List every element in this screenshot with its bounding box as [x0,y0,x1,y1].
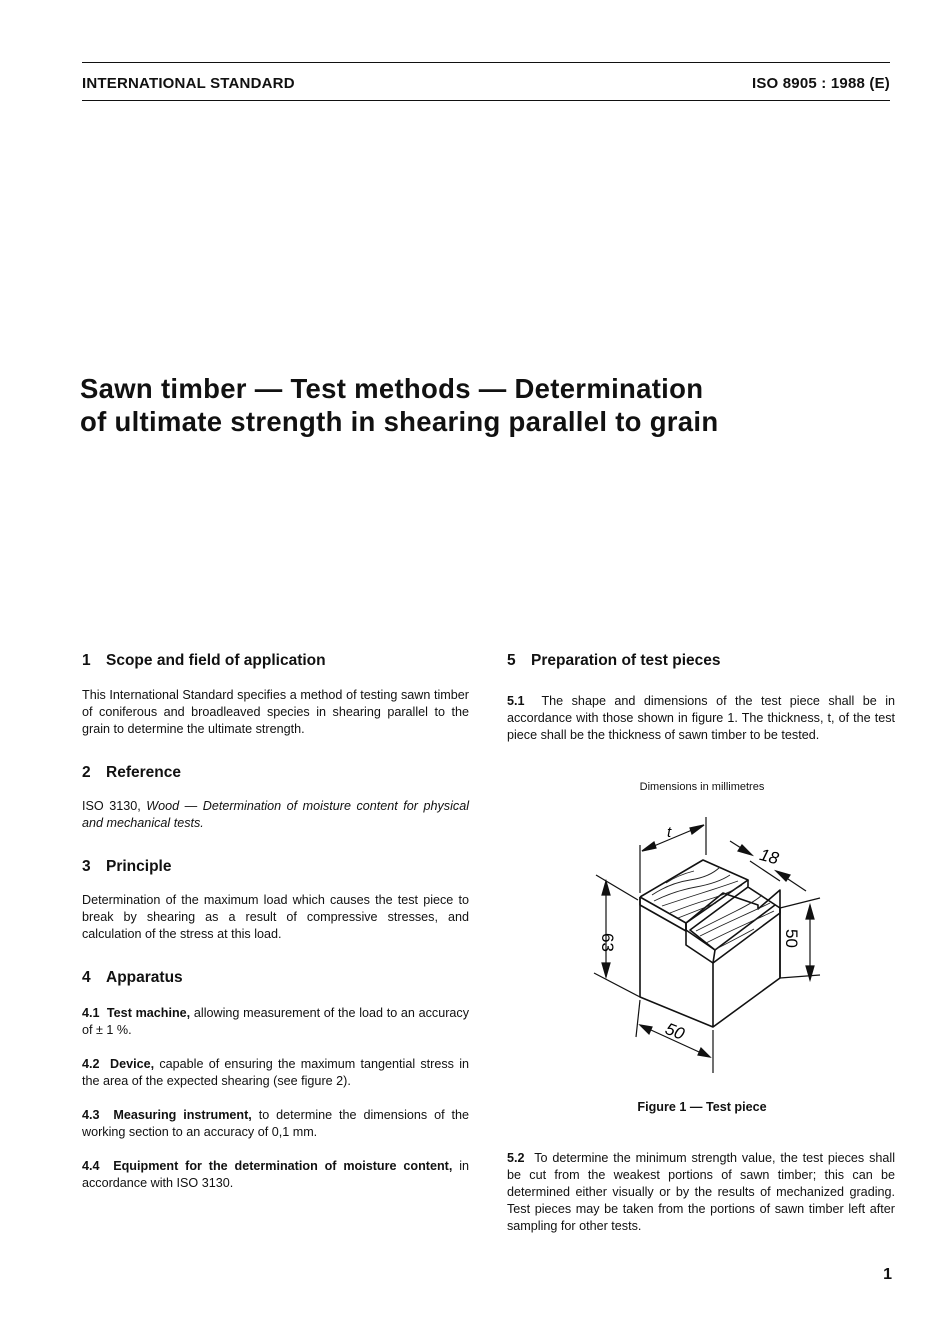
item-4-3-text: to determine the dimensions of the working section to an accuracy of 0,1 mm. [82,1108,469,1139]
section-1-heading [82,651,469,671]
dim-50-right-arrow-top [806,905,814,919]
title-line-2: of ultimate strength in shearing parallel to grain [80,406,719,437]
page-number: 1 [883,1266,892,1283]
item-4-4-text: in accordance with ISO 3130. [82,1159,469,1190]
dim-18-arrow-left [738,845,752,855]
dim-50-right-arrow-bottom [806,966,814,980]
header-document-id: ISO 8905 : 1988 (E) [751,75,890,92]
item-4-1-number: 4.1 [82,1006,100,1020]
section-4-title: Apparatus [106,969,183,986]
item-4-3 [82,1107,469,1141]
dim-63-label: 63 [598,933,617,952]
dim-50-right-extension-bottom [780,975,820,978]
title-line-1: Sawn timber — Test methods — Determination [80,373,704,404]
dim-63-extension-top [596,875,638,900]
paragraph-5-1-number: 5.1 [507,694,525,708]
paragraph-5-1-text: The shape and dimensions of the test piece shall be in accordance with those shown in figure 1. The thickness, t, of the test piece shall be the thickness of sawn timber to be tested. [507,694,896,742]
section-3-title: Principle [106,858,172,875]
dim-63-arrow-bottom [602,963,610,977]
item-4-1 [82,1005,469,1039]
dim-50-bottom-arrow-left [640,1025,652,1034]
section-1-number: 1 [82,652,91,669]
item-4-3-term: Measuring instrument, [113,1108,252,1122]
item-4-4 [82,1158,469,1192]
header-bottom-rule [82,100,890,101]
section-3-heading [82,857,469,877]
item-4-4-term: Equipment for the determination of moisture content, [113,1159,453,1173]
section-5-number: 5 [507,652,516,669]
section-5-heading [507,651,895,671]
item-4-1-text: allowing measurement of the load to an accuracy of ± 1 %. [82,1006,470,1037]
dim-50-bottom-label: 50 [662,1019,688,1044]
figure-dimensions-note: Dimensions in millimetres [639,781,765,793]
paragraph-5-1 [507,693,895,744]
section-3-body: Determination of the maximum load which causes the test piece to break by shearing as a result of compressive stresses, and calculation of the stress at this load. [82,893,469,941]
paragraph-5-2 [507,1150,895,1235]
dim-50-bottom-arrow-right [698,1048,710,1057]
paragraph-5-2-container [507,1150,895,1235]
item-4-2-number: 4.2 [82,1057,100,1071]
dim-18-label: 18 [757,845,781,869]
paragraph-5-2-text: To determine the minimum strength value, the test pieces shall be cut from the weakest portions of sawn timber; this can be determined either visually or by the results of mechanized grading. Test pieces may be taken from the portions of sawn timber left after sampling for other tests. [507,1151,895,1233]
item-4-4-number: 4.4 [82,1159,100,1173]
dim-50-right-label: 50 [782,929,801,948]
dim-50-bottom-extension-left [636,1000,640,1037]
header-standard-label: INTERNATIONAL STANDARD [82,75,295,92]
section-5-title: Preparation of test pieces [531,652,721,669]
paragraph-5-2-number: 5.2 [507,1151,525,1165]
item-4-2 [82,1056,469,1090]
item-4-2-term: Device, [110,1057,155,1071]
reference-id: ISO 3130, [82,799,141,813]
block-outline [640,890,780,1027]
section-4-heading [82,968,469,988]
header-top-rule [82,62,890,63]
section-2-title: Reference [106,764,181,781]
item-4-1-term: Test machine, [106,1006,191,1020]
item-4-2-text: capable of ensuring the maximum tangential stress in the area of the expected shearing (see figure 2). [82,1057,470,1088]
section-2-heading [82,763,469,783]
right-column [507,651,895,744]
left-column [82,651,469,1192]
figure-1-test-piece-drawing [570,805,840,1077]
dim-t-arrow-right [690,825,704,834]
section-2-number: 2 [82,764,91,781]
section-3-number: 3 [82,858,91,875]
section-1-body: This International Standard specifies a method of testing sawn timber of coniferous and broadleaved species in shearing parallel to the grain to determine the ultimate strength. [82,688,469,736]
lower-step-top-face [686,880,780,963]
section-2-body [82,798,469,832]
document-title [80,372,780,438]
dim-50-right-extension-top [780,898,820,908]
section-4-number: 4 [82,969,91,986]
section-1-title: Scope and field of application [106,652,326,669]
dim-t-label: t [667,824,672,841]
upper-step-front-face [640,897,686,931]
item-4-3-number: 4.3 [82,1108,100,1122]
figure-1-caption: Figure 1 — Test piece [637,1100,767,1114]
reference-title: Wood — Determination of moisture content for physical and mechanical tests. [82,799,470,830]
dim-t-arrow-left [642,842,656,851]
dim-63-extension-bottom [594,973,640,997]
